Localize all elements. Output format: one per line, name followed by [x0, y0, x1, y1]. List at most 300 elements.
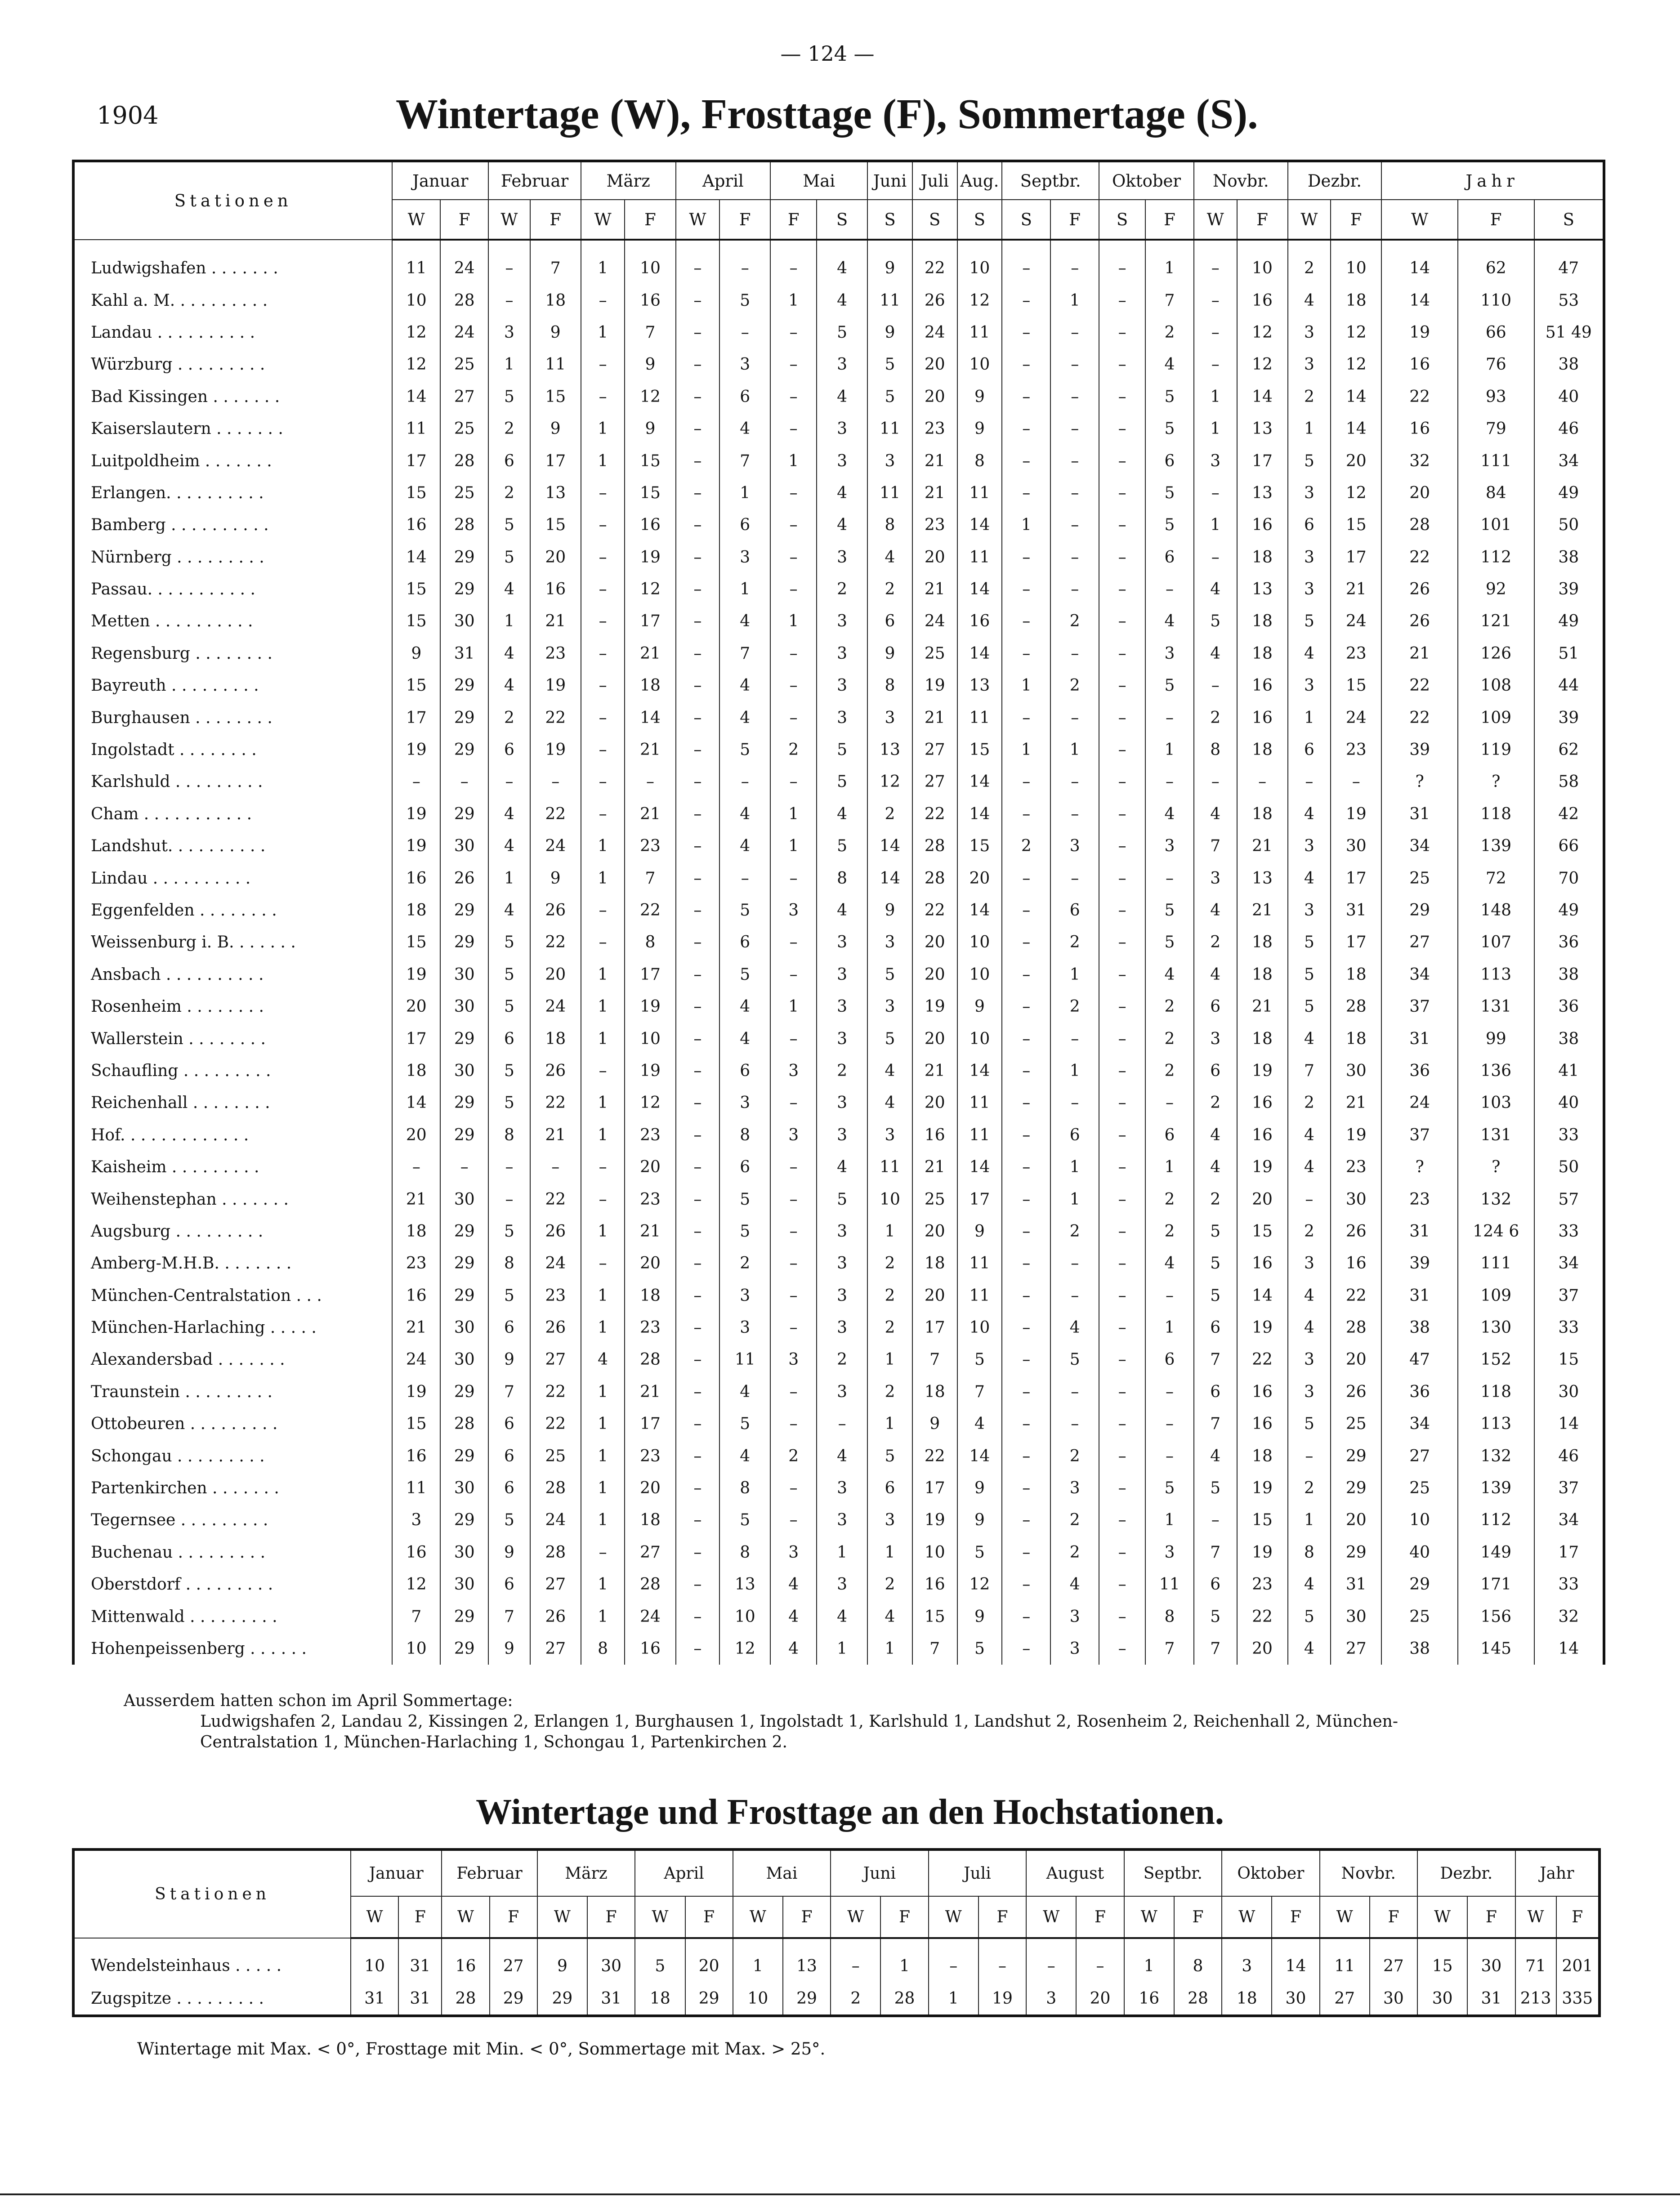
table-cell: 5: [719, 894, 770, 926]
station-name: Alexandersbad . . . . . . .: [73, 1344, 392, 1376]
sub-header: W: [1288, 200, 1331, 240]
table-cell: 7: [719, 638, 770, 670]
table-cell: 1: [581, 959, 625, 991]
table-cell: 28: [442, 1982, 489, 2016]
table-cell: –: [1002, 638, 1050, 670]
table-cell: 6: [1050, 894, 1099, 926]
table-cell: –: [581, 541, 625, 573]
table-row: [73, 959, 1604, 991]
table-cell: 17: [1237, 445, 1288, 477]
table-cell: 8: [1288, 1537, 1331, 1568]
table-cell: 4: [719, 830, 770, 862]
table-cell: –: [1002, 894, 1050, 926]
table-cell: 30: [440, 1312, 488, 1344]
table-cell: –: [1026, 1938, 1076, 1982]
table-cell: 2: [867, 1376, 912, 1408]
table-cell: 25: [1381, 1472, 1458, 1504]
table-cell: 2: [831, 1982, 880, 2016]
table-cell: 2: [817, 1344, 867, 1376]
table-cell: 4: [1194, 638, 1237, 670]
table-cell: 6: [1145, 1344, 1194, 1376]
table-cell: 13: [530, 477, 581, 509]
table-cell: 3: [817, 1376, 867, 1408]
table-cell: 21: [1331, 1087, 1381, 1119]
table-cell: –: [1099, 541, 1145, 573]
table-row: [73, 573, 1604, 605]
sub-header: F: [1174, 1896, 1222, 1938]
table-cell: 31: [1331, 894, 1381, 926]
table-cell: 18: [1237, 541, 1288, 573]
table-cell: 14: [957, 1055, 1002, 1087]
sub-header: S: [912, 200, 957, 240]
station-name: Weissenburg i. B. . . . . . .: [73, 926, 392, 958]
table-cell: 1: [581, 445, 625, 477]
table-cell: 14: [957, 766, 1002, 798]
table-cell: 1: [770, 798, 817, 830]
table-cell: 28: [912, 830, 957, 862]
table-cell: 21: [912, 477, 957, 509]
month-header: Juli: [929, 1849, 1026, 1896]
table-cell: –: [1099, 701, 1145, 733]
table-cell: 33: [1534, 1312, 1604, 1344]
table-cell: 17: [957, 1183, 1002, 1215]
table-cell: 19: [1237, 1151, 1288, 1183]
table-cell: –: [1194, 477, 1237, 509]
table-cell: –: [1099, 477, 1145, 509]
table-cell: –: [1050, 1376, 1099, 1408]
table-cell: 66: [1534, 830, 1604, 862]
table-cell: 2: [1145, 1215, 1194, 1247]
table-cell: 3: [1026, 1982, 1076, 2016]
table-cell: –: [1002, 381, 1050, 413]
table-cell: 29: [440, 1247, 488, 1279]
table-cell: 5: [719, 734, 770, 766]
table-cell: 9: [867, 240, 912, 284]
table-cell: 29: [440, 1600, 488, 1632]
table-cell: 15: [392, 605, 440, 637]
table-cell: 1: [770, 284, 817, 316]
table-cell: 12: [957, 1568, 1002, 1600]
month-header: Septbr.: [1002, 161, 1099, 200]
table-cell: 4: [488, 573, 530, 605]
table-cell: 6: [488, 1568, 530, 1600]
table-cell: 51 49: [1534, 317, 1604, 348]
table-cell: 3: [1288, 477, 1331, 509]
table-cell: –: [770, 959, 817, 991]
table-cell: –: [1002, 1568, 1050, 1600]
table-cell: –: [1099, 1119, 1145, 1151]
table-cell: –: [1050, 573, 1099, 605]
table-row: [73, 701, 1604, 733]
table-cell: –: [1050, 413, 1099, 445]
table-cell: 15: [912, 1600, 957, 1632]
table-cell: –: [770, 1312, 817, 1344]
table-cell: 36: [1534, 991, 1604, 1023]
table-cell: 30: [440, 991, 488, 1023]
table-cell: –: [1050, 1087, 1099, 1119]
table-cell: 12: [392, 317, 440, 348]
table-cell: –: [1145, 1376, 1194, 1408]
table-cell: 6: [1194, 1312, 1237, 1344]
table-cell: 2: [1288, 381, 1331, 413]
table-cell: 10: [625, 240, 675, 284]
table-cell: –: [1099, 798, 1145, 830]
table-cell: –: [676, 573, 720, 605]
table-cell: –: [392, 1151, 440, 1183]
table-cell: –: [1099, 734, 1145, 766]
table-cell: 30: [440, 959, 488, 991]
table-cell: 26: [1331, 1215, 1381, 1247]
table-cell: –: [770, 1151, 817, 1183]
table-cell: 1: [488, 348, 530, 380]
table-cell: –: [831, 1938, 880, 1982]
table-cell: 62: [1458, 240, 1534, 284]
month-header: Novbr.: [1320, 1849, 1417, 1896]
table-cell: 4: [867, 1055, 912, 1087]
table-cell: –: [719, 766, 770, 798]
sub-header: F: [1237, 200, 1288, 240]
table-cell: –: [1099, 445, 1145, 477]
table-cell: 27: [440, 381, 488, 413]
table-row: [73, 509, 1604, 541]
table-cell: 3: [392, 1504, 440, 1536]
table-cell: 1: [1145, 1312, 1194, 1344]
table-cell: 20: [912, 1087, 957, 1119]
table-cell: 20: [912, 1215, 957, 1247]
table-cell: 18: [392, 1055, 440, 1087]
table-cell: 20: [912, 926, 957, 958]
table-cell: 24: [1381, 1087, 1458, 1119]
table-cell: –: [1331, 766, 1381, 798]
table-cell: 21: [912, 445, 957, 477]
table-cell: 30: [440, 1472, 488, 1504]
table-cell: 3: [1288, 573, 1331, 605]
table-cell: 1: [1288, 1504, 1331, 1536]
sub-header: W: [1026, 1896, 1076, 1938]
table-cell: –: [1002, 1023, 1050, 1054]
station-name: Augsburg . . . . . . . . .: [73, 1215, 392, 1247]
table-cell: 23: [530, 1280, 581, 1312]
table-cell: 5: [1288, 445, 1331, 477]
table-cell: 15: [530, 381, 581, 413]
table-cell: 101: [1458, 509, 1534, 541]
table-cell: –: [676, 798, 720, 830]
table-cell: 11: [957, 1247, 1002, 1279]
table-cell: 4: [1194, 959, 1237, 991]
table-cell: 6: [488, 1440, 530, 1472]
table-cell: 3: [1145, 1537, 1194, 1568]
table-cell: 18: [1331, 284, 1381, 316]
table-cell: 32: [1534, 1600, 1604, 1632]
table-cell: 46: [1534, 413, 1604, 445]
table-cell: –: [440, 1151, 488, 1183]
table-cell: 19: [392, 959, 440, 991]
table-cell: 49: [1534, 894, 1604, 926]
table-cell: 24: [1331, 605, 1381, 637]
table-cell: 28: [440, 1408, 488, 1440]
table-cell: 5: [1145, 509, 1194, 541]
table-cell: 84: [1458, 477, 1534, 509]
table-cell: 21: [1237, 830, 1288, 862]
table-cell: –: [1050, 1023, 1099, 1054]
table-cell: 1: [581, 1600, 625, 1632]
table-cell: –: [1050, 1280, 1099, 1312]
table-cell: 6: [719, 926, 770, 958]
table-cell: 14: [392, 381, 440, 413]
table-cell: 17: [530, 445, 581, 477]
table-cell: –: [770, 541, 817, 573]
table-cell: 3: [817, 701, 867, 733]
table-cell: 24: [530, 1247, 581, 1279]
table-cell: 2: [488, 701, 530, 733]
table-cell: 18: [530, 284, 581, 316]
table-cell: 7: [1194, 1408, 1237, 1440]
table-cell: 3: [867, 1119, 912, 1151]
table-cell: 29: [1381, 894, 1458, 926]
table-cell: 113: [1458, 1408, 1534, 1440]
table-cell: 14: [1331, 381, 1381, 413]
section-title: Wintertage und Frosttage an den Hochstationen.: [476, 1792, 1224, 1832]
sub-header: F: [979, 1896, 1026, 1938]
month-header-row: [73, 161, 1604, 200]
table-row: [73, 830, 1604, 862]
table-cell: 13: [867, 734, 912, 766]
table-cell: 38: [1381, 1312, 1458, 1344]
table-cell: 30: [1370, 1982, 1417, 2016]
table-cell: 15: [392, 670, 440, 701]
table-cell: 21: [392, 1183, 440, 1215]
table-cell: 22: [1381, 381, 1458, 413]
table-cell: 6: [719, 381, 770, 413]
table-cell: 13: [719, 1568, 770, 1600]
table-cell: 12: [625, 381, 675, 413]
table-cell: 25: [1381, 862, 1458, 894]
table-cell: 1: [581, 991, 625, 1023]
table-cell: –: [676, 862, 720, 894]
table-cell: 1: [581, 1280, 625, 1312]
table-cell: 10: [1237, 240, 1288, 284]
table-cell: 25: [912, 1183, 957, 1215]
table-cell: 5: [1194, 1215, 1237, 1247]
table-cell: 18: [625, 670, 675, 701]
table-cell: –: [581, 1183, 625, 1215]
table-cell: 21: [1381, 638, 1458, 670]
table-cell: 1: [581, 1440, 625, 1472]
table-cell: 8: [957, 445, 1002, 477]
table-cell: –: [719, 240, 770, 284]
table-cell: 3: [719, 348, 770, 380]
table-cell: 5: [488, 1280, 530, 1312]
table-cell: 17: [392, 445, 440, 477]
table-cell: 93: [1458, 381, 1534, 413]
table-cell: 22: [912, 798, 957, 830]
table-cell: 3: [1288, 670, 1331, 701]
table-cell: –: [1002, 1055, 1050, 1087]
table-cell: 2: [770, 1440, 817, 1472]
table-cell: 5: [635, 1938, 685, 1982]
table-cell: 22: [1237, 1344, 1288, 1376]
table-cell: 6: [488, 445, 530, 477]
table-cell: 3: [817, 926, 867, 958]
table-cell: 47: [1381, 1344, 1458, 1376]
table-cell: 10: [912, 1537, 957, 1568]
table-cell: –: [719, 317, 770, 348]
table-cell: 31: [1381, 1023, 1458, 1054]
table-cell: –: [581, 381, 625, 413]
main-table-body: [73, 240, 1604, 1665]
table-cell: –: [676, 381, 720, 413]
table-cell: 103: [1458, 1087, 1534, 1119]
table-cell: 24: [912, 605, 957, 637]
table-cell: 30: [440, 830, 488, 862]
table-row: [73, 894, 1604, 926]
sub-header: S: [1534, 200, 1604, 240]
table-cell: 14: [1331, 413, 1381, 445]
table-cell: 4: [817, 381, 867, 413]
table-cell: 28: [912, 862, 957, 894]
table-cell: 37: [1534, 1472, 1604, 1504]
table-cell: 16: [625, 509, 675, 541]
table-cell: 22: [1331, 1280, 1381, 1312]
table-cell: 22: [1381, 541, 1458, 573]
table-cell: 10: [733, 1982, 783, 2016]
table-cell: 3: [817, 1247, 867, 1279]
table-cell: 3: [817, 1280, 867, 1312]
table-cell: –: [1099, 1633, 1145, 1665]
table-cell: 118: [1458, 1376, 1534, 1408]
table-cell: 34: [1534, 1247, 1604, 1279]
station-name: Lindau . . . . . . . . . .: [73, 862, 392, 894]
table-cell: 30: [440, 1183, 488, 1215]
table-cell: 26: [440, 862, 488, 894]
table-cell: 19: [1237, 1312, 1288, 1344]
table-cell: 27: [1381, 1440, 1458, 1472]
table-cell: 15: [1331, 670, 1381, 701]
station-name: Zugspitze . . . . . . . . .: [73, 1982, 351, 2016]
table-cell: 33: [1534, 1568, 1604, 1600]
table-cell: 1: [1194, 381, 1237, 413]
table-cell: 1: [1050, 1183, 1099, 1215]
table-cell: 7: [1194, 1633, 1237, 1665]
table-row: [73, 284, 1604, 316]
table-cell: –: [817, 1408, 867, 1440]
table-cell: –: [581, 894, 625, 926]
table-cell: 3: [817, 413, 867, 445]
table-cell: 34: [1381, 1408, 1458, 1440]
table-cell: –: [1050, 477, 1099, 509]
table-cell: 16: [1381, 348, 1458, 380]
table-cell: –: [1099, 1183, 1145, 1215]
table-cell: 26: [530, 1600, 581, 1632]
table-cell: 29: [440, 1215, 488, 1247]
table-cell: –: [770, 1023, 817, 1054]
table-cell: –: [676, 1247, 720, 1279]
table-cell: 8: [488, 1247, 530, 1279]
table-cell: 7: [625, 862, 675, 894]
table-row: [73, 1504, 1604, 1536]
table-cell: 10: [1331, 240, 1381, 284]
table-cell: 25: [1331, 1408, 1381, 1440]
table-cell: 4: [1288, 1119, 1331, 1151]
table-cell: –: [1194, 541, 1237, 573]
table-cell: 3: [1288, 348, 1331, 380]
table-cell: 12: [867, 766, 912, 798]
table-cell: 31: [398, 1938, 442, 1982]
table-cell: 16: [1237, 509, 1288, 541]
table-cell: 11: [957, 1119, 1002, 1151]
table-cell: 41: [1534, 1055, 1604, 1087]
table-cell: 113: [1458, 959, 1534, 991]
sub-header: F: [719, 200, 770, 240]
table-cell: 16: [1237, 1247, 1288, 1279]
table-cell: 26: [530, 1312, 581, 1344]
station-name: Hof. . . . . . . . . . . . .: [73, 1119, 392, 1151]
table-cell: –: [979, 1938, 1026, 1982]
table-cell: 28: [625, 1344, 675, 1376]
table-cell: 17: [625, 1408, 675, 1440]
table-cell: 26: [1381, 605, 1458, 637]
table-cell: 9: [957, 413, 1002, 445]
table-cell: –: [676, 445, 720, 477]
table-cell: 9: [867, 894, 912, 926]
table-cell: 19: [912, 991, 957, 1023]
table-cell: 14: [957, 638, 1002, 670]
table-cell: 1: [1002, 734, 1050, 766]
table-cell: 21: [625, 798, 675, 830]
table-cell: 29: [440, 670, 488, 701]
table-cell: –: [625, 766, 675, 798]
table-cell: 5: [1145, 926, 1194, 958]
table-cell: –: [770, 413, 817, 445]
table-cell: 38: [1534, 541, 1604, 573]
table-row: [73, 1055, 1604, 1087]
table-cell: 37: [1381, 1119, 1458, 1151]
table-cell: –: [1099, 1247, 1145, 1279]
table-cell: 5: [1145, 894, 1194, 926]
table-cell: 4: [1194, 1440, 1237, 1472]
table-cell: 3: [817, 541, 867, 573]
table-cell: –: [1099, 1504, 1145, 1536]
table-cell: 119: [1458, 734, 1534, 766]
table-cell: 4: [719, 701, 770, 733]
table-cell: –: [1002, 317, 1050, 348]
table-cell: 57: [1534, 1183, 1604, 1215]
table-cell: 10: [392, 284, 440, 316]
table-cell: 8: [719, 1119, 770, 1151]
station-name: Hohenpeissenberg . . . . . .: [73, 1633, 392, 1665]
table-cell: 3: [1288, 317, 1331, 348]
table-cell: 3: [867, 926, 912, 958]
table-cell: 3: [488, 317, 530, 348]
table-cell: –: [676, 477, 720, 509]
station-name: Kaiserslautern . . . . . . .: [73, 413, 392, 445]
sub-header: F: [440, 200, 488, 240]
table-cell: 2: [867, 1247, 912, 1279]
table-cell: 1: [733, 1938, 783, 1982]
table-cell: 5: [1194, 1247, 1237, 1279]
table-cell: 13: [1237, 477, 1288, 509]
sub-header: F: [770, 200, 817, 240]
table-cell: 9: [392, 638, 440, 670]
table-cell: 4: [1288, 1633, 1331, 1665]
table-cell: 29: [440, 701, 488, 733]
table-cell: 11: [867, 477, 912, 509]
table-cell: 126: [1458, 638, 1534, 670]
table-cell: –: [1002, 445, 1050, 477]
table-cell: 17: [912, 1472, 957, 1504]
table-cell: 5: [488, 1055, 530, 1087]
table-cell: 28: [530, 1472, 581, 1504]
